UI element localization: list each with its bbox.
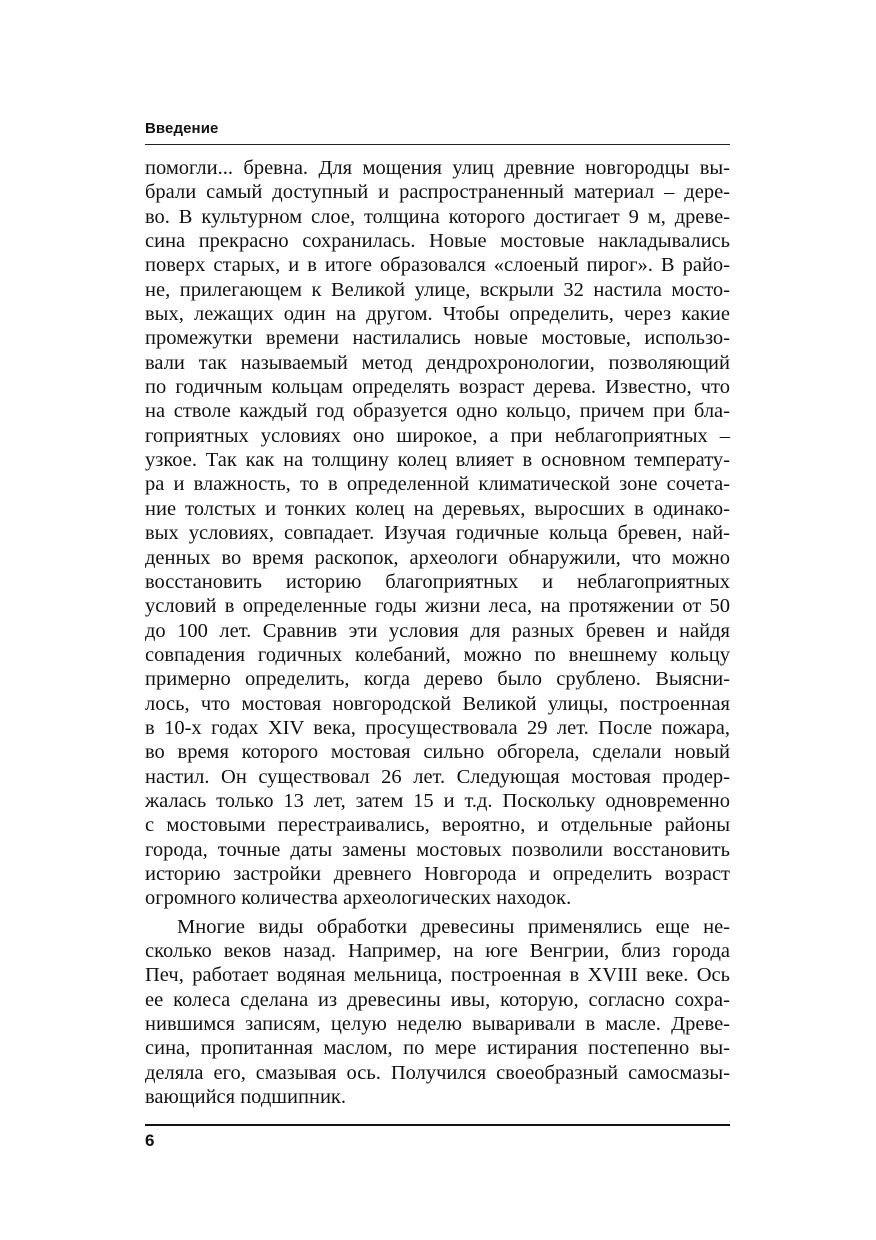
text-line: восстановить историю благоприятных и неблагоприятных	[145, 570, 730, 593]
text-line: денных во время раскопок, археологи обнаружили, что можно	[145, 546, 730, 569]
text-line: гоприятных условиях оно широкое, а при неблагоприятных –	[145, 424, 730, 447]
text-line: помогли... бревна. Для мощения улиц древние новгородцы вы-	[145, 157, 730, 179]
text-line: примерно определить, когда дерево было срублено. Выясни-	[145, 668, 730, 691]
text-line: сколько веков назад. Например, на юге Венгрии, близ города	[145, 940, 730, 962]
text-line: не, прилегающем к Великой улице, вскрыли 32 настила мосто-	[145, 278, 730, 301]
text-line: брали самый доступный и распространенный материал – дере-	[145, 181, 730, 204]
text-line: узкое. Так как на толщину колец влияет в основном температу-	[145, 449, 730, 472]
header-rule	[145, 144, 730, 145]
paragraph-1	[145, 156, 730, 911]
text-line: ра и влажность, то в определенной климатической зоне сочета-	[145, 473, 730, 496]
text-line: во время которого мостовая сильно обгорела, сделали новый	[145, 741, 730, 764]
text-line: вали так называемый метод дендрохронологии, позволяющий	[145, 351, 730, 374]
text-line: по годичным кольцам определять возраст дерева. Известно, что	[145, 376, 730, 399]
text-line: вых, лежащих один на другом. Чтобы определить, через какие	[145, 303, 730, 326]
text-line: сина прекрасно сохранилась. Новые мостовые накладывались	[145, 230, 730, 253]
text-line: на стволе каждый год образуется одно кольцо, причем при бла-	[145, 400, 730, 423]
text-line: жалась только 13 лет, затем 15 и т.д. Поскольку одновременно	[145, 789, 730, 812]
text-line: поверх старых, и в итоге образовался «слоеный пирог». В райо-	[145, 254, 730, 277]
text-line: Многие виды обработки древесины применялись еще не-	[177, 915, 730, 938]
text-line: вающийся подшипник.	[145, 1086, 347, 1109]
text-line: ее колеса сделана из древесины ивы, которую, согласно сохра-	[145, 988, 730, 1011]
text-line: с мостовыми перестраивались, вероятно, и отдельные районы	[145, 814, 730, 837]
text-line: до 100 лет. Сравнив эти условия для разных бревен и найдя	[145, 619, 730, 642]
text-line: совпадения годичных колебаний, можно по внешнему кольцу	[145, 643, 730, 666]
text-line: города, точные даты замены мостовых позволили восстановить	[145, 838, 730, 861]
footer-rule	[145, 1124, 730, 1126]
text-line: лось, что мостовая новгородской Великой улицы, построенная	[145, 692, 730, 715]
text-line: условий в определенные годы жизни леса, на протяжении от 50	[145, 595, 730, 618]
text-line: в 10-х годах XIV века, просуществовала 29 лет. После пожара,	[145, 716, 730, 739]
page-number: 6	[145, 1131, 155, 1150]
text-line: Печ, работает водяная мельница, построенная в XVIII веке. Ось	[145, 964, 730, 987]
text-line: во. В культурном слое, толщина которого достигает 9 м, древе-	[145, 205, 730, 228]
text-line: промежутки времени настилались новые мостовые, использо-	[145, 327, 730, 350]
text-line: ние толстых и тонких колец на деревьях, выросших в одинако-	[145, 497, 730, 520]
text-line: нившимся записям, целую неделю вываривали в масле. Древе-	[145, 1013, 730, 1036]
text-line: вых условиях, совпадает. Изучая годичные кольца бревен, най-	[145, 522, 730, 545]
running-head: Введение	[145, 120, 219, 137]
text-line: деляла его, смазывая ось. Получился своеобразный самосмазы-	[145, 1061, 730, 1084]
text-line: историю застройки древнего Новгорода и определить возраст	[145, 862, 730, 885]
paragraph-2	[145, 915, 730, 1110]
text-line: сина, пропитанная маслом, по мере истирания постепенно вы-	[145, 1037, 730, 1060]
body-text	[145, 156, 730, 1109]
text-line: настил. Он существовал 26 лет. Следующая мостовая продер-	[145, 765, 730, 788]
text-line: огромного количества археологических находок.	[145, 887, 572, 910]
